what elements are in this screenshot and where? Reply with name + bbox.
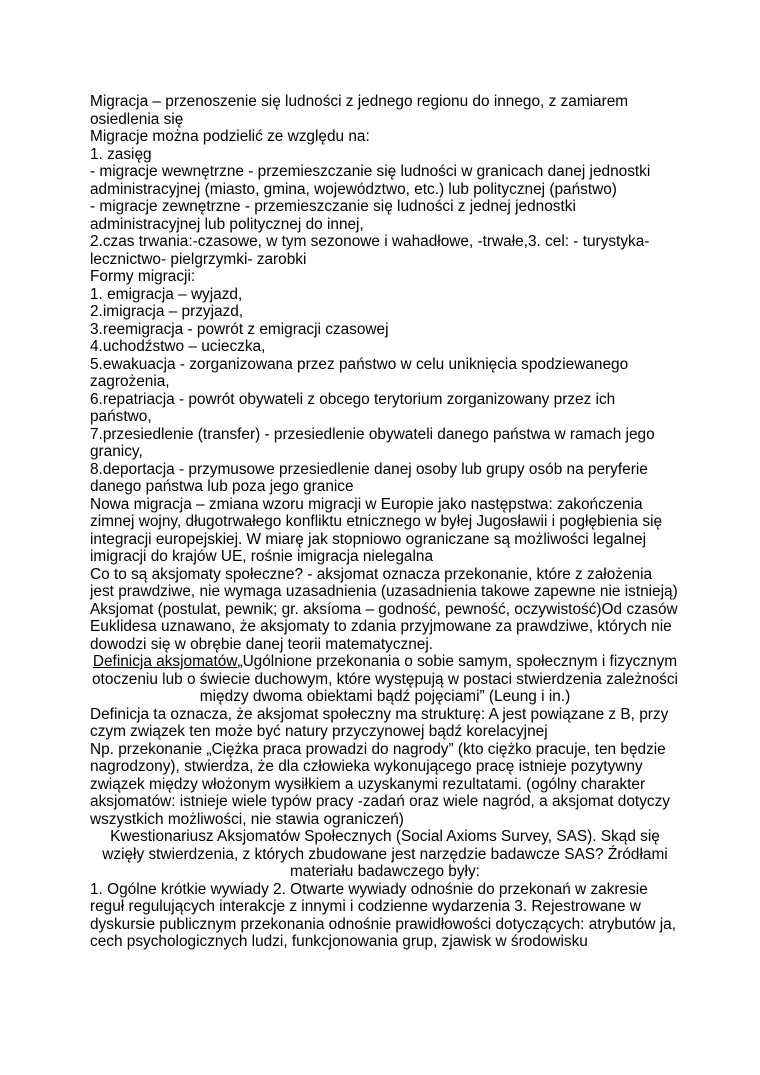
definition-quote-text: „Ugólnione przekonania o sobie samym, społecznym i fizycznym otoczeniu lub o świecie duchowym, które występują w postaci stwierdzenia zależności między dwoma obiektami bądź pojęciami” (Leung i in.) [92, 653, 678, 705]
paragraph-duration-purpose: 2.czas trwania:-czasowe, w tym sezonowe i wahadłowe, -trwałe,3. cel: - turystyka-lecznictwo- pielgrzymki- zarobki [90, 233, 650, 268]
paragraph-sas-survey: Kwestionariusz Aksjomatów Społecznych (Social Axioms Survey, SAS). Skąd się wzięły stwierdzenia, z których zbudowane jest narzędzie badawcze SAS? Źródłami materiału badawczego były: [102, 828, 668, 880]
list-item-reemigration: 3.reemigracja - powrót z emigracji czasowej [90, 320, 389, 338]
paragraph-social-axioms-question: Co to są aksjomaty społeczne? - aksjomat oznacza przekonanie, które z założenia jest prawdziwe, nie wymaga uzasadnienia (uzasadnienia takowe zapewne nie istnieją) [90, 565, 678, 600]
list-item-emigration: 1. emigracja – wyjazd, [90, 285, 243, 303]
list-item-immigration: 2.imigracja – przyjazd, [90, 303, 244, 320]
paragraph-axiom-definition: Aksjomat (postulat, pewnik; gr. aksíoma – godność, pewność, oczywistość)Od czasów Euklidesa uznawano, że aksjomaty to zdania przyjmowane za prawdziwe, których nie dowodzi się w obrębie danej teorii matematycznej. [90, 600, 678, 653]
document-body [90, 93, 680, 951]
paragraph-axiom-example: Np. przekonanie „Ciężka praca prowadzi do nagrody” (kto ciężko pracuje, ten będzie nagrodzony), stwierdza, że dla człowieka wykonującego pracę istnieje pozytywny związek między włożonym wysiłkiem a uzyskanymi rezultatami. (ogólny charakter aksjomatów: istnieje wiele typów pracy -zadań oraz wiele nagród, a aksjomat dotyczy wszystkich możliwości, nie stawia ograniczeń) [90, 740, 670, 828]
paragraph-new-migration: Nowa migracja – zmiana wzoru migracji w Europie jako następstwa: zakończenia zimnej wojny, długotrwałego konfliktu etnicznego w byłej Jugosławii i pogłębienia się integracji europejskiej. W miarę jak stopniowo ograniczane są możliwości legalnej imigracji do krajów UE, rośnie imigracja nielegalna [90, 495, 663, 565]
paragraph-sas-sources: 1. Ogólne krótkie wywiady 2. Otwarte wywiady odnośnie do przekonań w zakresie reguł regulujących interakcje z innymi i codzienne wydarzenia 3. Rejestrowane w dyskursie publicznym przekonania odnośnie prawidłowości dotyczących: atrybutów ja, cech psychologicznych ludzi, funkcjonowania grup, zjawisk w środowisku [90, 880, 676, 950]
list-item-resettlement: 7.przesiedlenie (transfer) - przesiedlenie obywateli danego państwa w ramach jego granicy, [90, 425, 655, 460]
paragraph-forms-heading: Formy migracji: [90, 268, 196, 285]
paragraph-axiom-structure: Definicja ta oznacza, że aksjomat społeczny ma strukturę: A jest powiązane z B, przy czym związek ten może być natury przyczynowej bądź korelacyjnej [90, 705, 669, 740]
paragraph-axiom-definition-quote [90, 653, 680, 706]
list-item-evacuation: 5.ewakuacja - zorganizowana przez państwo w celu uniknięcia spodziewanego zagrożenia, [90, 355, 629, 390]
list-item-refugee: 4.uchodźstwo – ucieczka, [90, 338, 266, 355]
definition-link[interactable]: Definicja aksjomatów [92, 653, 238, 670]
list-item-repatriation: 6.repatriacja - powrót obywateli z obcego terytorium zorganizowany przez ich państwo, [90, 390, 616, 425]
paragraph-migration-definition: Migracja – przenoszenie się ludności z jednego regionu do innego, z zamiarem osiedlenia się [90, 93, 629, 128]
list-item-deportation: 8.deportacja - przymusowe przesiedlenie danej osoby lub grupy osób na peryferie danego państwa lub poza jego granice [90, 460, 648, 495]
paragraph-internal-migration: - migracje wewnętrzne - przemieszczanie się ludności w granicach danej jednostki administracyjnej (miasto, gmina, województwo, etc.) lub politycznej (państwo) [90, 163, 651, 198]
paragraph-range: 1. zasięg [90, 145, 152, 163]
paragraph-external-migration: - migracje zewnętrzne - przemieszczanie się ludności z jednej jednostki administracyjnej lub politycznej do innej, [90, 198, 576, 233]
paragraph-migration-division: Migracje można podzielić ze względu na: [90, 128, 370, 145]
